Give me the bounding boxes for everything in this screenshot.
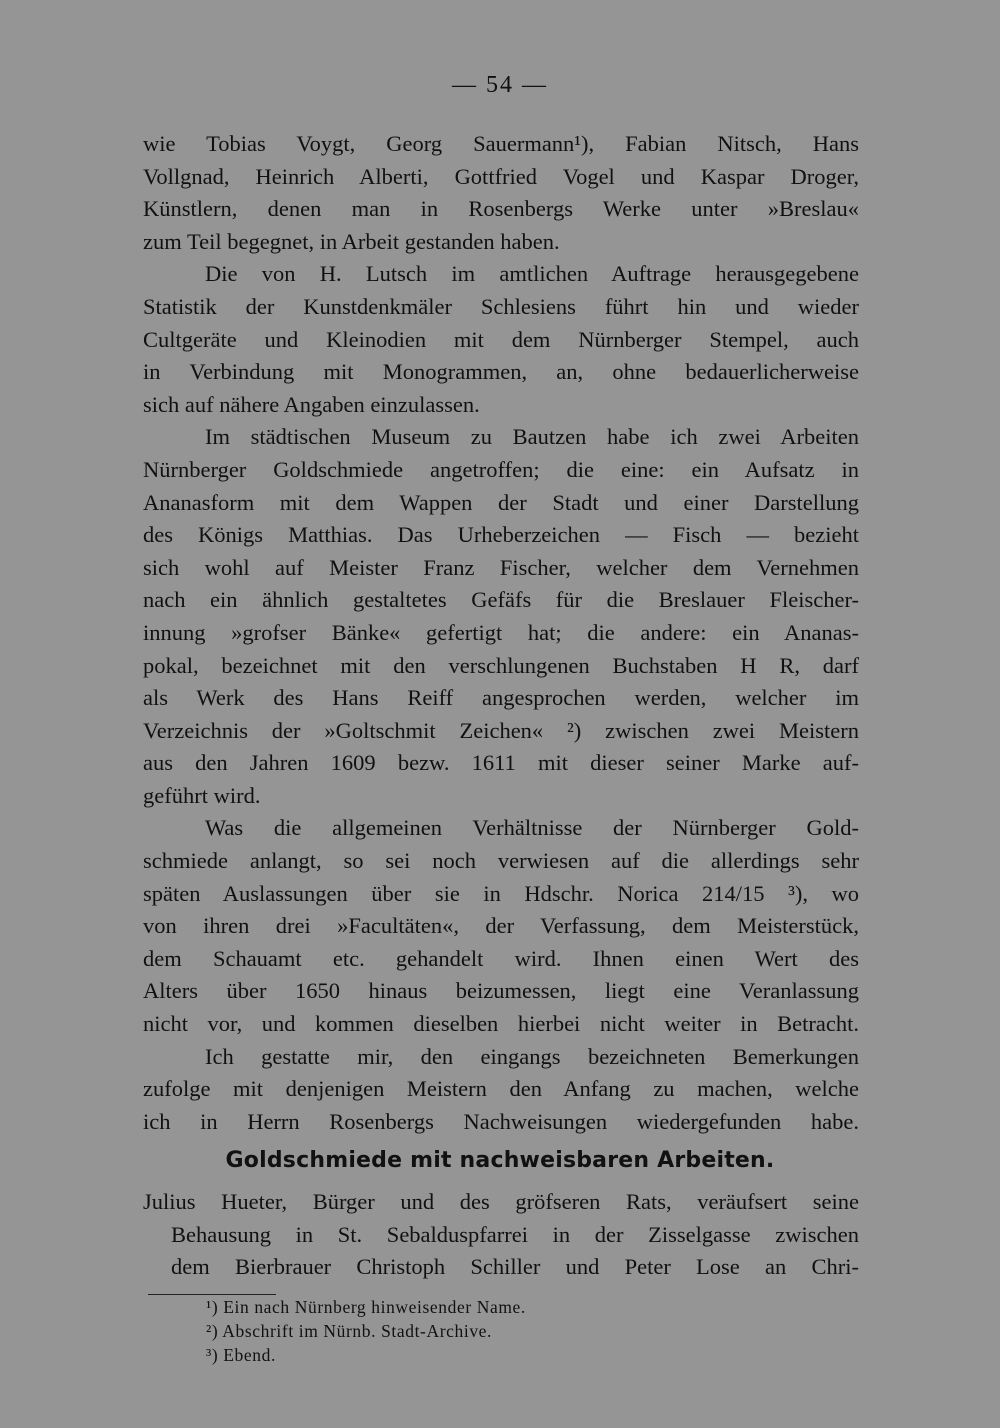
text-line: nach ein ähnlich gestaltetes Gefäfs für die Breslauer Fleischer- [143,587,859,613]
text-line: des Königs Matthias. Das Urheberzeichen — Fisch — bezieht [143,522,859,548]
text-line: zufolge mit denjenigen Meistern den Anfang zu machen, welche [143,1076,859,1102]
footnote-rule [148,1294,276,1295]
text-line: aus den Jahren 1609 bezw. 1611 mit dieser seiner Marke auf- [143,750,859,776]
text-line: schmiede anlangt, so sei noch verwiesen auf die allerdings sehr [143,848,859,874]
text-line: Julius Hueter, Bürger und des gröfseren Rats, veräufsert seine [143,1189,859,1214]
text-line: Ich gestatte mir, den eingangs bezeichneten Bemerkungen [205,1043,859,1069]
text-line: Verzeichnis der »Goltschmit Zeichen« ²) zwischen zwei Meistern [143,717,859,743]
section-heading: Goldschmiede mit nachweisbaren Arbeiten. [225,1148,775,1173]
text-line: von ihren drei »Facultäten«, der Verfassung, dem Meisterstück, [143,913,859,939]
text-line: innung »grofser Bänke« gefertigt hat; die andere: ein Ananas- [143,619,859,645]
text-line: Im städtischen Museum zu Bautzen habe ich zwei Arbeiten [205,424,859,450]
text-line: pokal, bezeichnet mit den verschlungenen Buchstaben H R, darf [143,652,859,678]
text-line: Was die allgemeinen Verhältnisse der Nürnberger Gold- [205,815,859,841]
text-line: Behausung in St. Sebalduspfarrei in der Zisselgasse zwischen [171,1221,859,1247]
text-line: Nürnberger Goldschmiede angetroffen; die eine: ein Aufsatz in [143,456,859,482]
text-line: späten Auslassungen über sie in Hdschr. Norica 214/15 ³), wo [143,880,859,906]
text-line: zum Teil begegnet, in Arbeit gestanden haben. [143,228,560,254]
text-line: sich auf nähere Angaben einzulassen. [143,391,480,417]
text-line: Die von H. Lutsch im amtlichen Auftrage herausgegebene [205,261,859,287]
text-line: ich in Herrn Rosenbergs Nachweisungen wiedergefunden habe. [143,1108,859,1134]
footnote: ³) Ebend. [206,1345,276,1365]
text-line: Statistik der Kunstdenkmäler Schlesiens führt hin und wieder [143,293,859,319]
text-line: nicht vor, und kommen dieselben hierbei nicht weiter in Betracht. [143,1011,859,1037]
page-number: — 54 — [452,72,548,98]
text-line: dem Bierbrauer Christoph Schiller und Peter Lose an Chri- [171,1254,859,1280]
footnote: ¹) Ein nach Nürnberg hinweisender Name. [206,1297,526,1317]
entry-text [143,1186,859,1284]
text-line: in Verbindung mit Monogrammen, an, ohne bedauerlicherweise [143,359,859,385]
text-line: Ananasform mit dem Wappen der Stadt und einer Darstellung [143,489,859,515]
text-line: Vollgnad, Heinrich Alberti, Gottfried Vogel und Kaspar Droger, [143,163,859,189]
text-line: Alters über 1650 hinaus beizumessen, liegt eine Veranlassung [143,978,859,1004]
text-line: Künstlern, denen man in Rosenbergs Werke unter »Breslau« [143,196,859,222]
body-text [143,128,859,1138]
text-line: dem Schauamt etc. gehandelt wird. Ihnen einen Wert des [143,945,859,971]
footnote: ²) Abschrift im Nürnb. Stadt-Archive. [206,1321,493,1341]
text-line: als Werk des Hans Reiff angesprochen werden, welcher im [143,685,859,711]
text-line: geführt wird. [143,782,261,808]
text-line: wie Tobias Voygt, Georg Sauermann¹), Fabian Nitsch, Hans [143,131,859,156]
text-line: sich wohl auf Meister Franz Fischer, welcher dem Vernehmen [143,554,859,580]
text-line: Cultgeräte und Kleinodien mit dem Nürnberger Stempel, auch [143,326,859,352]
